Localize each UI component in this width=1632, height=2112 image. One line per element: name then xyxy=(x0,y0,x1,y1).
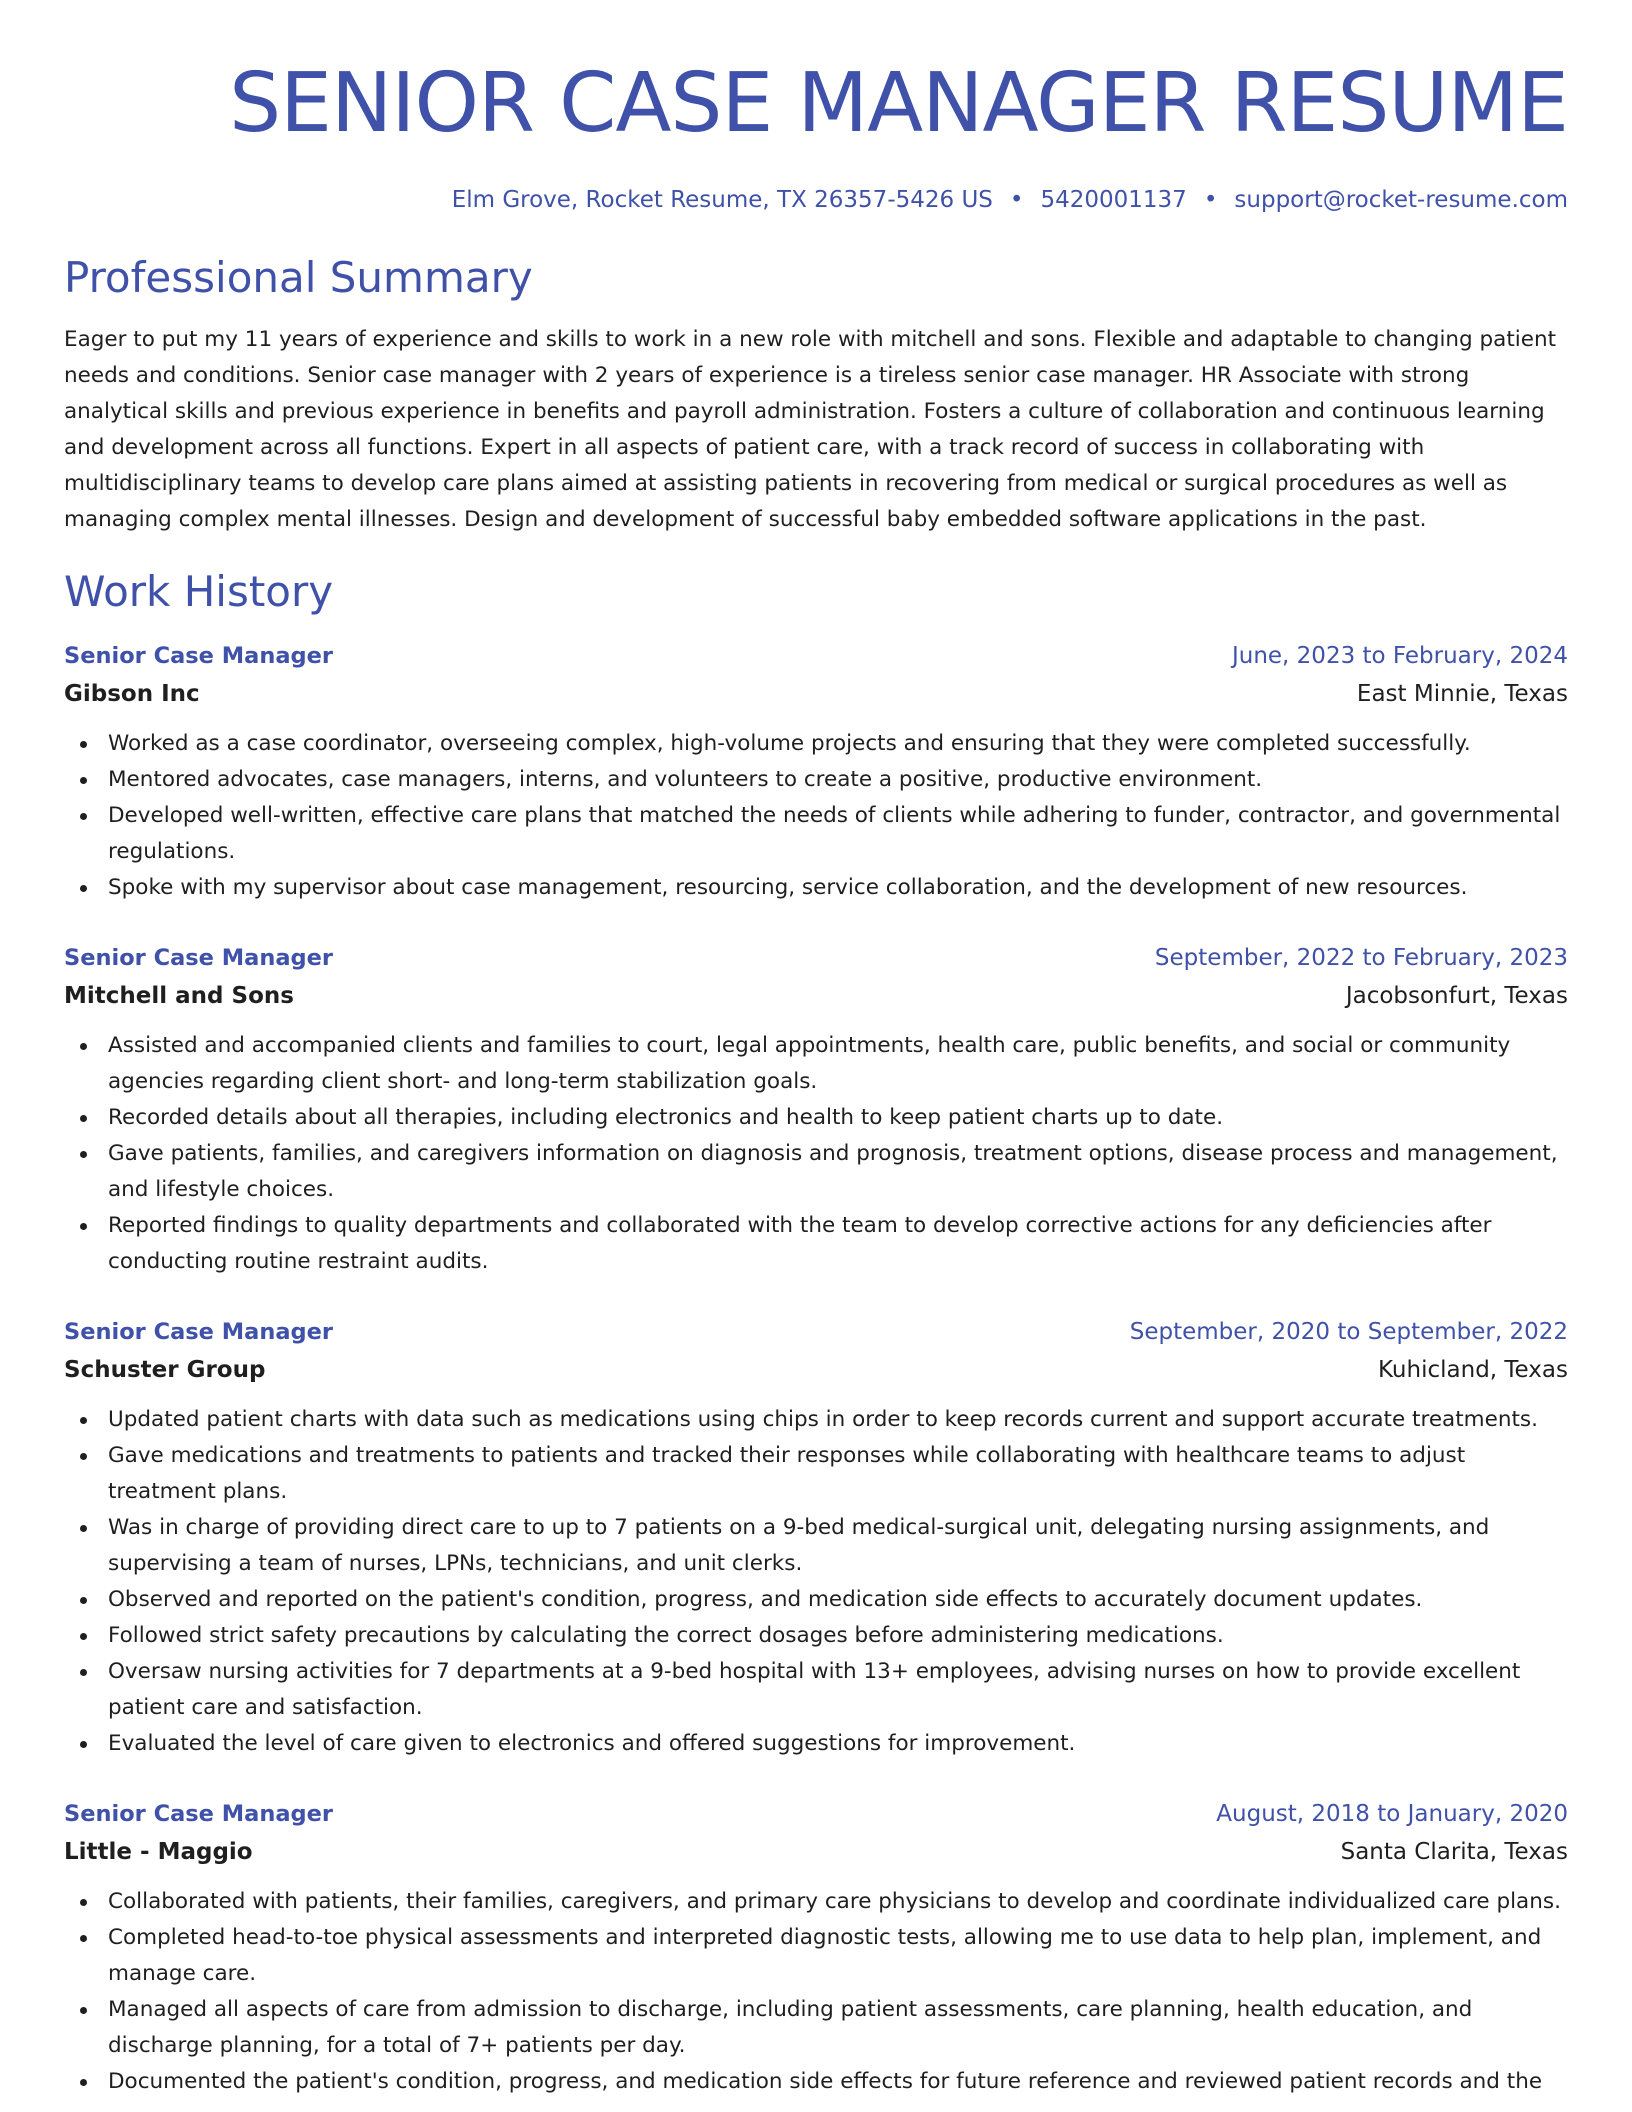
job-bullet-list xyxy=(64,1884,1568,2100)
job-bullet xyxy=(64,1992,1568,2064)
job-company: Schuster Group xyxy=(64,1357,266,1383)
bullet-dot-icon xyxy=(80,885,87,892)
bullet-dot-icon xyxy=(80,777,87,784)
job-entry xyxy=(64,940,1568,1280)
bullet-dot-icon xyxy=(80,1935,87,1942)
contact-address: Elm Grove, Rocket Resume, TX 26357-5426 US xyxy=(451,187,993,213)
job-location: East Minnie, Texas xyxy=(1356,681,1568,707)
job-bullet-text: Oversaw nursing activities for 7 departments at a 9-bed hospital with 13+ employees, advising nurses on how to provide excellent patient care and satisfaction. xyxy=(108,1659,1521,1720)
job-bullet-list xyxy=(64,1028,1568,1280)
job-header-row xyxy=(64,1314,1568,1350)
job-company-row xyxy=(64,1832,1568,1870)
job-header-row xyxy=(64,638,1568,674)
bullet-dot-icon xyxy=(80,1899,87,1906)
job-bullet xyxy=(64,1028,1568,1100)
job-company: Mitchell and Sons xyxy=(64,983,294,1009)
job-bullet xyxy=(64,726,1568,762)
job-role: Senior Case Manager xyxy=(64,643,334,669)
job-entry xyxy=(64,638,1568,906)
bullet-dot-icon xyxy=(80,2079,87,2086)
contact-phone: 5420001137 xyxy=(1040,187,1187,213)
job-bullet-text: Collaborated with patients, their families, caregivers, and primary care physicians to develop and coordinate individualized care plans. xyxy=(108,1889,1561,1914)
job-bullet xyxy=(64,1884,1568,1920)
job-bullet-text: Recorded details about all therapies, including electronics and health to keep patient charts up to date. xyxy=(108,1105,1224,1130)
job-bullet xyxy=(64,1582,1568,1618)
contact-line xyxy=(64,184,1568,216)
bullet-dot-icon xyxy=(80,741,87,748)
job-location: Jacobsonfurt, Texas xyxy=(1345,983,1568,1009)
bullet-dot-icon xyxy=(80,1525,87,1532)
bullet-dot-icon xyxy=(80,1115,87,1122)
job-company-row xyxy=(64,674,1568,712)
bullet-dot-icon xyxy=(80,1633,87,1640)
job-company-row xyxy=(64,976,1568,1014)
job-bullet xyxy=(64,762,1568,798)
job-company: Little - Maggio xyxy=(64,1839,253,1865)
job-bullet-text: Developed well-written, effective care plans that matched the needs of clients while adhering to funder, contractor, and governmental regulations. xyxy=(108,803,1561,864)
bullet-dot-icon xyxy=(80,1669,87,1676)
job-bullet xyxy=(64,1208,1568,1280)
bullet-dot-icon xyxy=(80,1151,87,1158)
job-bullet xyxy=(64,1726,1568,1762)
job-bullet-text: Assisted and accompanied clients and families to court, legal appointments, health care, public benefits, and social or community agencies regarding client short- and long-term stabilization goals. xyxy=(108,1033,1511,1094)
job-bullet-text: Updated patient charts with data such as medications using chips in order to keep records current and support accurate treatments. xyxy=(108,1407,1538,1432)
bullet-dot-icon xyxy=(80,1417,87,1424)
job-bullet-text: Managed all aspects of care from admission to discharge, including patient assessments, care planning, health education, and discharge planning, for a total of 7+ patients per day. xyxy=(108,1997,1473,2058)
job-role: Senior Case Manager xyxy=(64,1319,334,1345)
job-dates: August, 2018 to January, 2020 xyxy=(1216,1801,1568,1827)
job-bullet-text: Gave medications and treatments to patients and tracked their responses while collaborating with healthcare teams to adjust treatment plans. xyxy=(108,1443,1466,1504)
job-header-row xyxy=(64,940,1568,976)
job-bullet xyxy=(64,1920,1568,1992)
job-bullet-text: Completed head-to-toe physical assessments and interpreted diagnostic tests, allowing me to use data to help plan, implement, and manage care. xyxy=(108,1925,1542,1986)
job-company-row xyxy=(64,1350,1568,1388)
job-bullet-text: Documented the patient's condition, progress, and medication side effects for future reference and reviewed patient records and the xyxy=(108,2069,1543,2094)
job-bullet xyxy=(64,1654,1568,1726)
job-bullet-text: Worked as a case coordinator, overseeing complex, high-volume projects and ensuring that they were completed successfully. xyxy=(108,731,1471,756)
job-role: Senior Case Manager xyxy=(64,1801,334,1827)
job-location: Kuhicland, Texas xyxy=(1378,1357,1568,1383)
contact-email: support@rocket-resume.com xyxy=(1234,187,1568,213)
job-bullet xyxy=(64,870,1568,906)
job-bullet xyxy=(64,1402,1568,1438)
bullet-dot-icon xyxy=(80,1453,87,1460)
bullet-dot-icon xyxy=(80,1741,87,1748)
job-entry xyxy=(64,1796,1568,2100)
bullet-dot-icon xyxy=(80,2007,87,2014)
job-list xyxy=(64,638,1568,2100)
job-bullet-list xyxy=(64,1402,1568,1762)
job-location: Santa Clarita, Texas xyxy=(1340,1839,1568,1865)
job-company: Gibson Inc xyxy=(64,681,200,707)
job-bullet xyxy=(64,1438,1568,1510)
bullet-dot-icon xyxy=(80,1223,87,1230)
contact-separator: • xyxy=(1203,187,1218,213)
resume-page xyxy=(64,0,1568,2100)
bullet-dot-icon xyxy=(80,1043,87,1050)
job-bullet-text: Observed and reported on the patient's condition, progress, and medication side effects to accurately document updates. xyxy=(108,1587,1423,1612)
job-bullet-text: Reported findings to quality departments and collaborated with the team to develop corrective actions for any deficiencies after conducting routine restraint audits. xyxy=(108,1213,1492,1274)
job-bullet xyxy=(64,1136,1568,1208)
summary-heading: Professional Summary xyxy=(64,253,533,302)
job-dates: June, 2023 to February, 2024 xyxy=(1231,643,1568,669)
job-bullet-text: Gave patients, families, and caregivers information on diagnosis and prognosis, treatment options, disease process and management, and lifestyle choices. xyxy=(108,1141,1558,1202)
job-bullet xyxy=(64,1618,1568,1654)
bullet-dot-icon xyxy=(80,1597,87,1604)
job-bullet xyxy=(64,2064,1568,2100)
job-bullet xyxy=(64,1100,1568,1136)
job-bullet xyxy=(64,798,1568,870)
job-bullet-text: Mentored advocates, case managers, interns, and volunteers to create a positive, productive environment. xyxy=(108,767,1263,792)
job-bullet-text: Evaluated the level of care given to electronics and offered suggestions for improvement. xyxy=(108,1731,1076,1756)
job-entry xyxy=(64,1314,1568,1762)
job-bullet-list xyxy=(64,726,1568,906)
job-dates: September, 2020 to September, 2022 xyxy=(1129,1319,1568,1345)
job-bullet-text: Followed strict safety precautions by calculating the correct dosages before administering medications. xyxy=(108,1623,1224,1648)
work-history-heading: Work History xyxy=(64,567,334,616)
job-bullet xyxy=(64,1510,1568,1582)
job-header-row xyxy=(64,1796,1568,1832)
resume-title: SENIOR CASE MANAGER RESUME xyxy=(229,56,1568,151)
job-role: Senior Case Manager xyxy=(64,945,334,971)
job-dates: September, 2022 to February, 2023 xyxy=(1154,945,1568,971)
contact-separator: • xyxy=(1009,187,1024,213)
job-bullet-text: Was in charge of providing direct care to up to 7 patients on a 9-bed medical-surgical unit, delegating nursing assignments, and supervising a team of nurses, LPNs, technicians, and unit clerks. xyxy=(108,1515,1490,1576)
bullet-dot-icon xyxy=(80,813,87,820)
job-bullet-text: Spoke with my supervisor about case management, resourcing, service collaboration, and the development of new resources. xyxy=(108,875,1468,900)
summary-text: Eager to put my 11 years of experience and skills to work in a new role with mitchell and sons. Flexible and adaptable to changing patient needs and conditions. Senior case manager with 2 years of experience is a tireless senior case manager. HR Associate with strong analytical skills and previous experience in benefits and payroll administration. Fosters a culture of collaboration and continuous learning and development across all functions. Expert in all aspects of patient care, with a track record of success in collaborating with multidisciplinary teams to develop care plans aimed at assisting patients in recovering from medical or surgical procedures as well as managing complex mental illnesses. Design and development of successful baby embedded software applications in the past. xyxy=(64,327,1557,532)
